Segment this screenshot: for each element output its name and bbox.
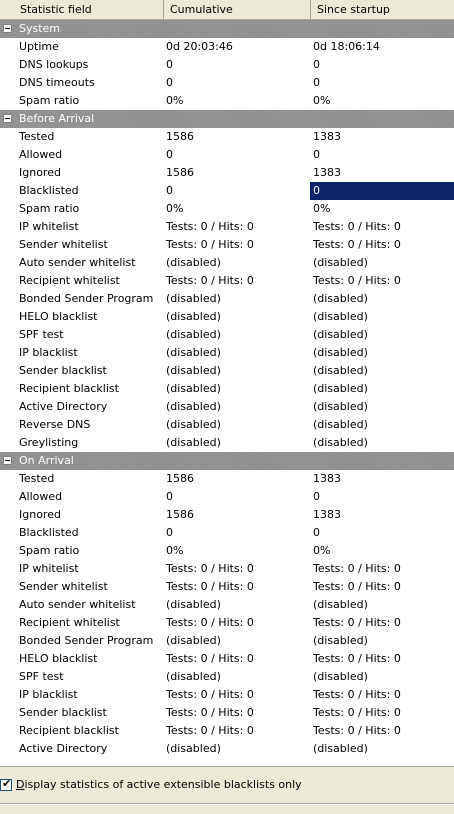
table-row[interactable] (0, 668, 454, 686)
since-startup-cell: (disabled) (313, 256, 368, 269)
cumulative-cell: 1586 (166, 508, 194, 521)
cumulative-cell: Tests: 0 / Hits: 0 (166, 706, 254, 719)
cumulative-cell: 1586 (166, 166, 194, 179)
cumulative-cell: Tests: 0 / Hits: 0 (166, 616, 254, 629)
group-label: System (19, 22, 61, 35)
table-row[interactable] (0, 470, 454, 488)
cumulative-cell: Tests: 0 / Hits: 0 (166, 238, 254, 251)
options-footer (0, 767, 454, 814)
statistic-field-cell: Recipient blacklist (19, 724, 119, 737)
statistic-field-cell: Spam ratio (19, 544, 80, 557)
group-label: Before Arrival (19, 112, 95, 125)
table-row[interactable] (0, 236, 454, 254)
since-startup-cell: 0 (313, 76, 320, 89)
table-row[interactable] (0, 362, 454, 380)
table-row[interactable] (0, 164, 454, 182)
since-startup-cell: 1383 (313, 472, 341, 485)
cumulative-cell: 1586 (166, 130, 194, 143)
cumulative-cell: 0 (166, 526, 173, 539)
since-startup-cell: 0% (313, 94, 331, 107)
since-startup-cell: (disabled) (313, 310, 368, 323)
statistic-field-cell: SPF test (19, 670, 64, 683)
table-row[interactable] (0, 92, 454, 110)
table-row[interactable] (0, 740, 454, 758)
cumulative-cell: 0% (166, 544, 184, 557)
statistic-field-cell: Bonded Sender Program (19, 292, 154, 305)
table-row[interactable] (0, 578, 454, 596)
cumulative-cell: 0 (166, 184, 173, 197)
cumulative-cell: 0 (166, 148, 173, 161)
statistic-field-cell: Bonded Sender Program (19, 634, 154, 647)
since-startup-cell: 1383 (313, 508, 341, 521)
cumulative-cell: (disabled) (166, 418, 221, 431)
cumulative-cell: (disabled) (166, 256, 221, 269)
cumulative-cell: (disabled) (166, 382, 221, 395)
table-row[interactable] (0, 56, 454, 74)
statistic-field-cell: Tested (19, 130, 55, 143)
since-startup-cell: (disabled) (313, 418, 368, 431)
since-startup-cell: (disabled) (313, 328, 368, 341)
statistic-field-cell: HELO blacklist (19, 310, 98, 323)
table-row[interactable] (0, 38, 454, 56)
table-row[interactable] (0, 632, 454, 650)
column-header-statistic-field[interactable]: Statistic field (0, 0, 164, 19)
cumulative-cell: (disabled) (166, 634, 221, 647)
statistic-field-cell: IP whitelist (19, 220, 79, 233)
active-blacklists-checkbox[interactable] (0, 779, 12, 791)
table-row[interactable] (0, 686, 454, 704)
cumulative-cell: (disabled) (166, 328, 221, 341)
since-startup-cell: (disabled) (313, 634, 368, 647)
since-startup-cell: (disabled) (313, 400, 368, 413)
statistic-field-cell: Blacklisted (19, 526, 79, 539)
table-row[interactable] (0, 650, 454, 668)
table-row[interactable] (0, 614, 454, 632)
table-row[interactable] (0, 596, 454, 614)
cumulative-cell: Tests: 0 / Hits: 0 (166, 220, 254, 233)
statistic-field-cell: Allowed (19, 148, 63, 161)
group-header-system[interactable] (0, 20, 454, 38)
cumulative-cell: Tests: 0 / Hits: 0 (166, 562, 254, 575)
cumulative-cell: Tests: 0 / Hits: 0 (166, 274, 254, 287)
table-row[interactable] (0, 542, 454, 560)
statistic-field-cell: Tested (19, 472, 55, 485)
table-row[interactable] (0, 722, 454, 740)
table-row[interactable] (0, 74, 454, 92)
cumulative-cell: Tests: 0 / Hits: 0 (166, 580, 254, 593)
since-startup-cell: Tests: 0 / Hits: 0 (313, 652, 401, 665)
table-row[interactable] (0, 506, 454, 524)
statistic-field-cell: Auto sender whitelist (19, 256, 136, 269)
statistic-field-cell: Reverse DNS (19, 418, 91, 431)
since-startup-cell: (disabled) (313, 382, 368, 395)
since-startup-cell: (disabled) (313, 346, 368, 359)
table-row[interactable] (0, 398, 454, 416)
checkmark-icon: ✔ (2, 777, 12, 790)
cumulative-cell: 0d 20:03:46 (166, 40, 233, 53)
statistic-field-cell: Recipient blacklist (19, 382, 119, 395)
since-startup-cell: Tests: 0 / Hits: 0 (313, 616, 401, 629)
cumulative-cell: (disabled) (166, 670, 221, 683)
cumulative-cell: 0 (166, 490, 173, 503)
cumulative-cell: (disabled) (166, 742, 221, 755)
statistic-field-cell: Active Directory (19, 400, 108, 413)
table-row[interactable] (0, 326, 454, 344)
group-label: On Arrival (19, 454, 74, 467)
collapse-icon[interactable] (3, 114, 12, 123)
table-row[interactable] (0, 272, 454, 290)
column-header-since-startup[interactable]: Since startup (317, 3, 390, 16)
since-startup-cell: Tests: 0 / Hits: 0 (313, 706, 401, 719)
since-startup-cell: (disabled) (313, 598, 368, 611)
since-startup-cell: Tests: 0 / Hits: 0 (313, 274, 401, 287)
table-row[interactable] (0, 344, 454, 362)
cumulative-cell: 0 (166, 76, 173, 89)
since-startup-cell: (disabled) (313, 292, 368, 305)
statistic-field-cell: Recipient whitelist (19, 274, 120, 287)
table-row[interactable] (0, 146, 454, 164)
table-row[interactable] (0, 416, 454, 434)
collapse-icon[interactable] (3, 24, 12, 33)
grid-rows (0, 20, 454, 758)
column-header-cumulative[interactable]: Cumulative (164, 0, 311, 19)
statistic-field-cell: Spam ratio (19, 202, 80, 215)
table-row[interactable] (0, 254, 454, 272)
since-startup-cell: Tests: 0 / Hits: 0 (313, 724, 401, 737)
statistic-field-cell: SPF test (19, 328, 64, 341)
cumulative-cell: (disabled) (166, 292, 221, 305)
table-row[interactable] (0, 308, 454, 326)
cumulative-cell: (disabled) (166, 310, 221, 323)
since-startup-cell: 1383 (313, 130, 341, 143)
since-startup-cell: 0% (313, 544, 331, 557)
since-startup-cell: 0 (313, 490, 320, 503)
since-startup-cell: Tests: 0 / Hits: 0 (313, 220, 401, 233)
cumulative-cell: 0% (166, 94, 184, 107)
statistic-field-cell: Greylisting (19, 436, 79, 449)
since-startup-cell: (disabled) (313, 670, 368, 683)
statistic-field-cell: Blacklisted (19, 184, 79, 197)
statistic-field-cell: IP blacklist (19, 346, 78, 359)
since-startup-cell: Tests: 0 / Hits: 0 (313, 688, 401, 701)
table-row[interactable] (0, 218, 454, 236)
table-row[interactable] (0, 290, 454, 308)
cumulative-cell: Tests: 0 / Hits: 0 (166, 724, 254, 737)
column-header-row (0, 0, 454, 20)
statistic-field-cell: Ignored (19, 508, 61, 521)
table-row[interactable] (0, 200, 454, 218)
since-startup-cell: Tests: 0 / Hits: 0 (313, 238, 401, 251)
group-header-on-arrival[interactable] (0, 452, 454, 470)
cumulative-cell: 0 (166, 58, 173, 71)
statistic-field-cell: Allowed (19, 490, 63, 503)
table-row[interactable] (0, 380, 454, 398)
collapse-icon[interactable] (3, 456, 12, 465)
cumulative-cell: (disabled) (166, 346, 221, 359)
statistic-field-cell: Spam ratio (19, 94, 80, 107)
statistic-field-cell: IP blacklist (19, 688, 78, 701)
active-blacklists-checkbox-label[interactable]: Display statistics of active extensible blacklists only (16, 778, 302, 791)
since-startup-cell: (disabled) (313, 742, 368, 755)
since-startup-cell: 0% (313, 202, 331, 215)
table-row[interactable] (0, 128, 454, 146)
since-startup-cell: 0 (313, 526, 320, 539)
since-startup-cell: 0 (313, 148, 320, 161)
cumulative-cell: (disabled) (166, 400, 221, 413)
statistic-field-cell: Sender whitelist (19, 238, 108, 251)
since-startup-cell: Tests: 0 / Hits: 0 (313, 580, 401, 593)
since-startup-cell: 0 (310, 182, 454, 200)
cumulative-cell: Tests: 0 / Hits: 0 (166, 652, 254, 665)
table-row[interactable] (0, 434, 454, 452)
since-startup-cell: (disabled) (313, 364, 368, 377)
statistic-field-cell: Ignored (19, 166, 61, 179)
statistic-field-cell: Sender blacklist (19, 364, 107, 377)
cumulative-cell: (disabled) (166, 364, 221, 377)
since-startup-cell: 1383 (313, 166, 341, 179)
statistic-field-cell: IP whitelist (19, 562, 79, 575)
statistic-field-cell: Uptime (19, 40, 59, 53)
table-row[interactable] (0, 704, 454, 722)
cumulative-cell: 0% (166, 202, 184, 215)
table-row[interactable] (0, 182, 454, 200)
cumulative-cell: 1586 (166, 472, 194, 485)
cumulative-cell: (disabled) (166, 436, 221, 449)
statistic-field-cell: Auto sender whitelist (19, 598, 136, 611)
table-row[interactable] (0, 524, 454, 542)
since-startup-cell: 0d 18:06:14 (313, 40, 380, 53)
cumulative-cell: (disabled) (166, 598, 221, 611)
statistic-field-cell: HELO blacklist (19, 652, 98, 665)
statistic-field-cell: DNS timeouts (19, 76, 95, 89)
divider (0, 804, 454, 805)
statistic-field-cell: Sender whitelist (19, 580, 108, 593)
statistic-field-cell: Active Directory (19, 742, 108, 755)
since-startup-cell: (disabled) (313, 436, 368, 449)
cumulative-cell: Tests: 0 / Hits: 0 (166, 688, 254, 701)
table-row[interactable] (0, 560, 454, 578)
statistic-field-cell: DNS lookups (19, 58, 89, 71)
since-startup-cell: 0 (313, 58, 320, 71)
statistic-field-cell: Sender blacklist (19, 706, 107, 719)
since-startup-cell: Tests: 0 / Hits: 0 (313, 562, 401, 575)
table-row[interactable] (0, 488, 454, 506)
statistic-field-cell: Recipient whitelist (19, 616, 120, 629)
group-header-before-arrival[interactable] (0, 110, 454, 128)
